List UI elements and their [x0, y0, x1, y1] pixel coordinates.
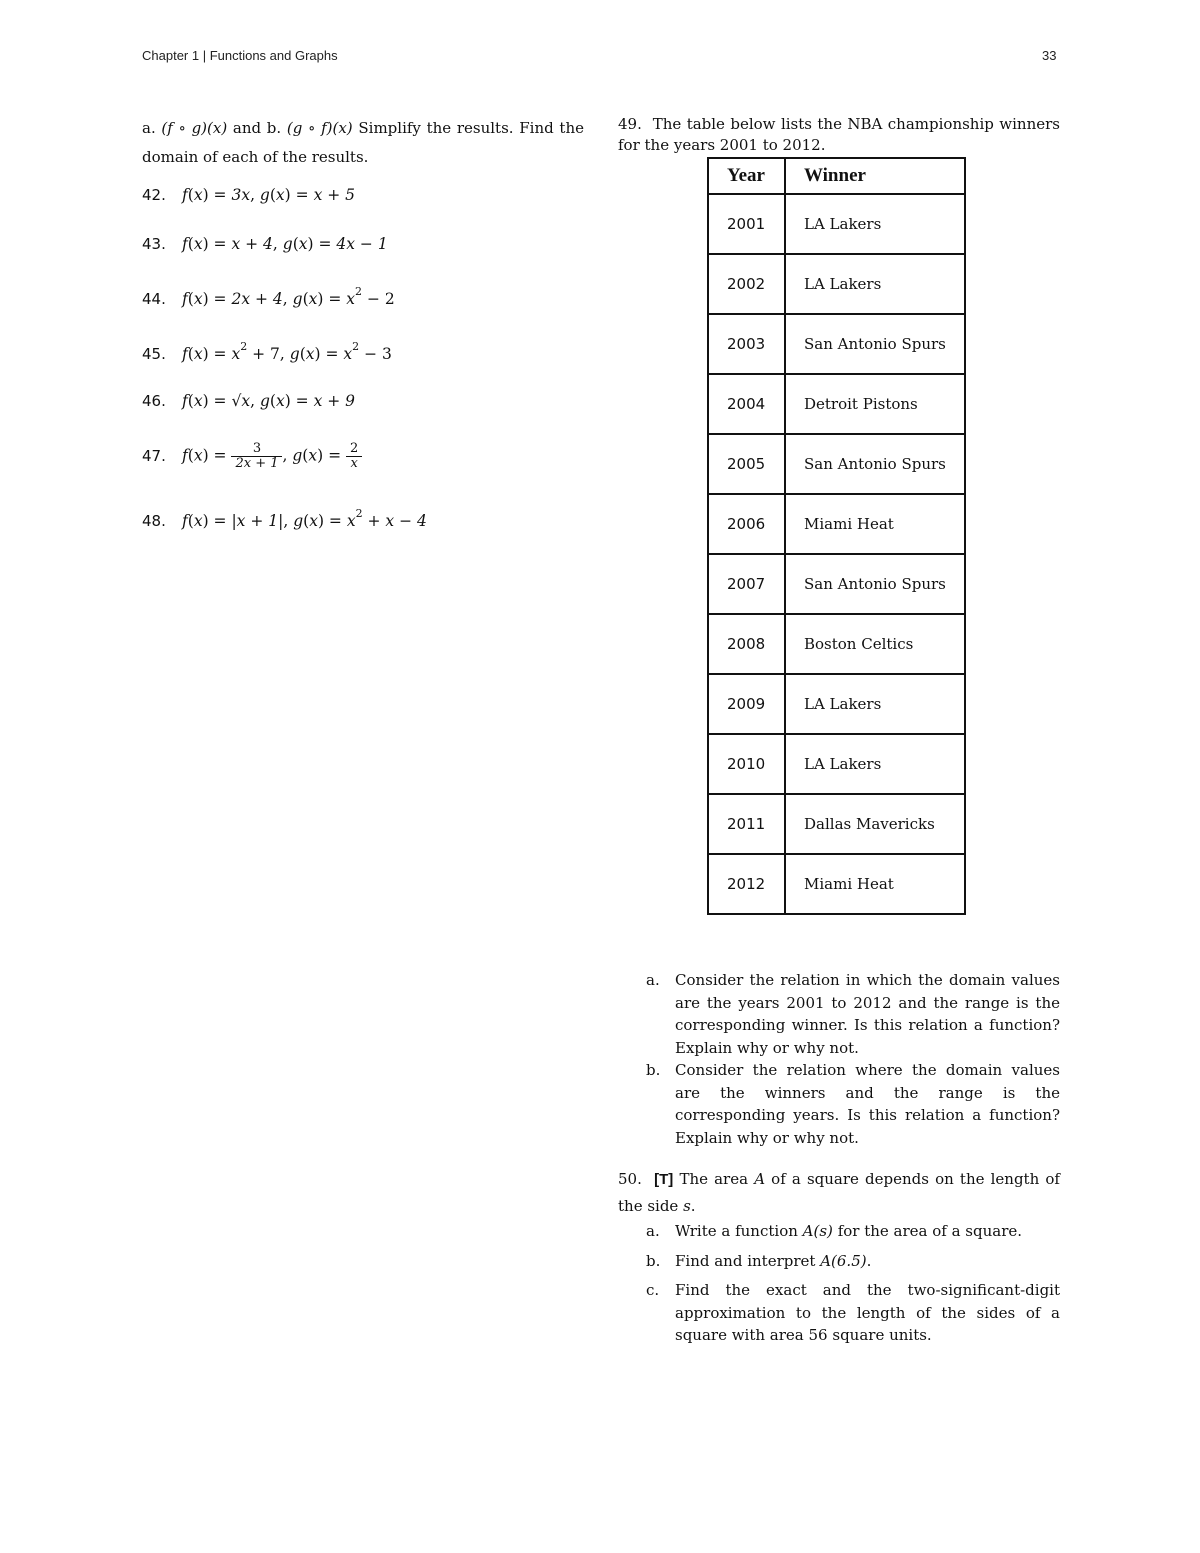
g-exponent: 2 [352, 340, 360, 353]
winner-cell: San Antonio Spurs [785, 314, 965, 374]
problem-50-part-c [646, 1279, 1060, 1347]
exercise-number: 43. [142, 235, 166, 253]
g-base: x [346, 290, 356, 309]
part-a-label: a. [142, 119, 156, 137]
g-rest: + x − 4 [362, 512, 427, 531]
winner-cell: Dallas Mavericks [785, 794, 965, 854]
f-rest: + 7 [247, 345, 280, 364]
table-row [708, 734, 965, 794]
problem-49-statement [618, 114, 1060, 156]
page-number: 33 [1042, 48, 1057, 63]
part-math: A(6.5) [820, 1252, 867, 1270]
part-label: a. [646, 971, 660, 989]
part-text: Find the exact and the two-significant-digit approximation to the length of the sides of a square with area 56 square units. [675, 1281, 1060, 1344]
exercise-number: 44. [142, 290, 166, 309]
exercise-45: 45. $f(x) = x^2 + 7$, $g(x) = x^2 - 3$ [142, 340, 392, 364]
exercise-43: 43. f(x) = x + 4, g(x) = 4x − 1 [142, 235, 388, 253]
winner-cell: LA Lakers [785, 674, 965, 734]
exercise-number: 42. [142, 186, 166, 204]
composition-gf: (g ∘ f)(x) [286, 119, 353, 137]
table-row [708, 614, 965, 674]
f-definition: 3x [231, 186, 251, 204]
column-header-winner: Winner [785, 158, 965, 194]
table-row [708, 794, 965, 854]
table-row [708, 674, 965, 734]
year-cell: 2001 [708, 194, 785, 254]
table-row [708, 434, 965, 494]
table-row [708, 374, 965, 434]
problem-number: 50. [618, 1170, 642, 1188]
problem-text: . [690, 1197, 696, 1215]
year-cell: 2010 [708, 734, 785, 794]
exercise-48: 48. f(x) = |x + 1|, $g(x) = x^2 + x - 4$ [142, 507, 427, 531]
problem-50-part-b [646, 1250, 1060, 1273]
exercise-44: 44. f(x) = 2x + 4, $g(x) = x^2 - 2$ [142, 285, 395, 309]
year-cell: 2011 [708, 794, 785, 854]
winner-cell: LA Lakers [785, 734, 965, 794]
part-text: Consider the relation in which the domain values are the years 2001 to 2012 and the range is the corresponding winner. Is this relation a function? Explain why or why not. [675, 971, 1060, 1057]
composition-fg: (f ∘ g)(x) [161, 119, 228, 137]
f-denominator: 2x + 1 [231, 456, 282, 471]
part-b-label: and b. [232, 119, 282, 137]
winner-cell: Miami Heat [785, 494, 965, 554]
g-rest: − 2 [362, 290, 395, 309]
part-label: b. [646, 1061, 661, 1079]
table-header-row [708, 158, 965, 194]
g-definition: x + 5 [313, 186, 356, 204]
problem-text: The table below lists the NBA championship winners for the years 2001 to 2012. [618, 115, 1060, 154]
winner-cell: Boston Celtics [785, 614, 965, 674]
problem-number: 49. [618, 115, 642, 133]
f-exponent: 2 [240, 340, 248, 353]
year-cell: 2006 [708, 494, 785, 554]
exercise-number: 46. [142, 392, 166, 410]
winner-cell: LA Lakers [785, 254, 965, 314]
year-cell: 2003 [708, 314, 785, 374]
exercise-number: 47. [142, 446, 166, 465]
exercise-intro [142, 114, 584, 172]
year-cell: 2005 [708, 434, 785, 494]
year-cell: 2007 [708, 554, 785, 614]
part-label: a. [646, 1222, 660, 1240]
part-label: c. [646, 1281, 660, 1299]
part-text: for the area of a square. [837, 1222, 1023, 1240]
g-numerator: 2 [349, 441, 359, 456]
table-row [708, 554, 965, 614]
year-cell: 2012 [708, 854, 785, 914]
problem-text: of a square depends on the length of the side [618, 1170, 1060, 1215]
part-text: Consider the relation where the domain values are the winners and the range is the corresponding years. Is this relation a function? Explain why or why not. [675, 1061, 1060, 1147]
problem-50-part-a [646, 1220, 1060, 1243]
g-rest: − 3 [359, 345, 392, 364]
winner-cell: San Antonio Spurs [785, 434, 965, 494]
f-definition: |x + 1| [231, 512, 284, 531]
year-cell: 2004 [708, 374, 785, 434]
part-label: b. [646, 1252, 661, 1270]
f-definition: 2x + 4 [231, 290, 283, 309]
running-header: Chapter 1 | Functions and Graphs [142, 48, 338, 63]
exercise-number: 48. [142, 512, 166, 531]
exercise-47: 47. f(x) = $\frac{3}{2x + 1}$ , g(x) = $\frac{2}{x}$ [142, 442, 362, 471]
part-text: Write a function [675, 1222, 798, 1240]
g-base: x [343, 345, 353, 364]
exercise-42: 42. f(x) = 3x, g(x) = x + 5 [142, 186, 356, 204]
g-definition: 4x − 1 [336, 235, 388, 253]
table-body [708, 194, 965, 914]
g-fraction [346, 442, 362, 471]
year-cell: 2008 [708, 614, 785, 674]
part-text: Find and interpret [675, 1252, 816, 1270]
part-text: . [866, 1252, 872, 1270]
g-base: x [346, 512, 356, 531]
g-denominator: x [346, 456, 362, 471]
f-base: x [231, 345, 241, 364]
table-row [708, 854, 965, 914]
g-definition: x + 9 [313, 392, 356, 410]
year-cell: 2002 [708, 254, 785, 314]
winner-cell: Miami Heat [785, 854, 965, 914]
f-definition: x + 4 [231, 235, 273, 253]
intro-text: Simplify the results. Find the domain of each of the results. [142, 119, 584, 166]
column-header-year: Year [708, 158, 785, 194]
f-definition: √x [231, 392, 251, 410]
f-numerator: 3 [252, 441, 262, 456]
part-math: A(s) [802, 1222, 833, 1240]
problem-49-part-b [646, 1059, 1060, 1149]
g-exponent: 2 [355, 507, 363, 520]
technology-tag: [T] [654, 1171, 674, 1188]
table-row [708, 254, 965, 314]
table-row [708, 194, 965, 254]
problem-49-part-a [646, 969, 1060, 1059]
variable-A: A [754, 1170, 766, 1188]
f-fraction [231, 442, 282, 471]
exercise-46: 46. f(x) = √x, g(x) = x + 9 [142, 392, 356, 410]
problem-50-statement [618, 1166, 1060, 1219]
winner-cell: LA Lakers [785, 194, 965, 254]
winner-cell: San Antonio Spurs [785, 554, 965, 614]
table-row [708, 314, 965, 374]
exercise-number: 45. [142, 345, 166, 364]
g-exponent: 2 [355, 285, 363, 298]
nba-champions-table [707, 157, 966, 915]
table-row [708, 494, 965, 554]
year-cell: 2009 [708, 674, 785, 734]
problem-text: The area [679, 1170, 749, 1188]
variable-s: s [683, 1197, 691, 1215]
winner-cell: Detroit Pistons [785, 374, 965, 434]
